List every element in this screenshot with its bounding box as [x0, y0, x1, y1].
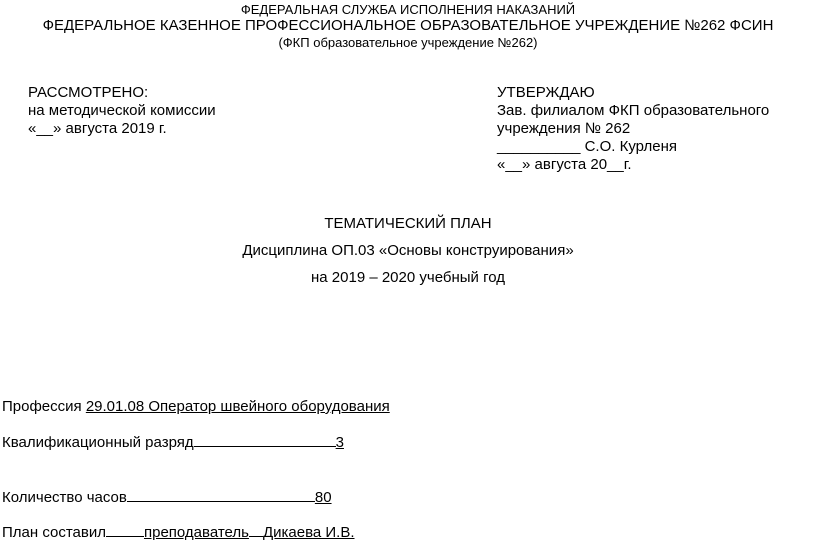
author-role: преподаватель	[143, 524, 249, 541]
profession-row	[2, 398, 390, 415]
hours-label: Количество часов	[2, 489, 127, 506]
hours-row	[2, 489, 332, 506]
hours-value: 80	[314, 489, 332, 506]
author-label: План составил	[2, 524, 106, 541]
approve-position: Зав. филиалом ФКП образовательного	[497, 102, 770, 119]
author-row	[2, 524, 355, 541]
qualification-label: Квалификационный разряд	[2, 434, 194, 451]
plan-year: на 2019 – 2020 учебный год	[311, 269, 505, 286]
header-line-2: ФЕДЕРАЛЬНОЕ КАЗЕННОЕ ПРОФЕССИОНАЛЬНОЕ ОБРАЗОВАТЕЛЬНОЕ УЧРЕЖДЕНИЕ №262 ФСИН	[42, 17, 774, 34]
author-underline-2	[249, 535, 263, 537]
approve-signature: __________ С.О. Курленя	[497, 138, 677, 155]
considered-commission: на методической комиссии	[28, 102, 216, 119]
approve-institution: учреждения № 262	[497, 120, 631, 137]
qualification-value: 3	[335, 434, 344, 451]
considered-date: «__» августа 2019 г.	[28, 120, 167, 137]
qualification-row	[2, 434, 344, 451]
plan-title: ТЕМАТИЧЕСКИЙ ПЛАН	[324, 215, 492, 232]
approve-date: «__» августа 20__г.	[497, 156, 632, 173]
header-line-3: (ФКП образовательное учреждение №262)	[278, 35, 538, 50]
profession-value: 29.01.08 Оператор швейного оборудования	[85, 398, 390, 415]
hours-underline	[127, 500, 315, 502]
author-underline-1	[106, 535, 144, 537]
profession-label: Профессия	[2, 398, 86, 415]
author-name: Дикаева И.В.	[262, 524, 355, 541]
qualification-underline	[194, 445, 336, 447]
plan-discipline: Дисциплина ОП.03 «Основы конструирования»	[242, 242, 574, 259]
considered-title: РАССМОТРЕНО:	[28, 84, 149, 101]
header-line-1: ФЕДЕРАЛЬНАЯ СЛУЖБА ИСПОЛНЕНИЯ НАКАЗАНИЙ	[240, 2, 576, 17]
approve-title: УТВЕРЖДАЮ	[497, 84, 595, 101]
